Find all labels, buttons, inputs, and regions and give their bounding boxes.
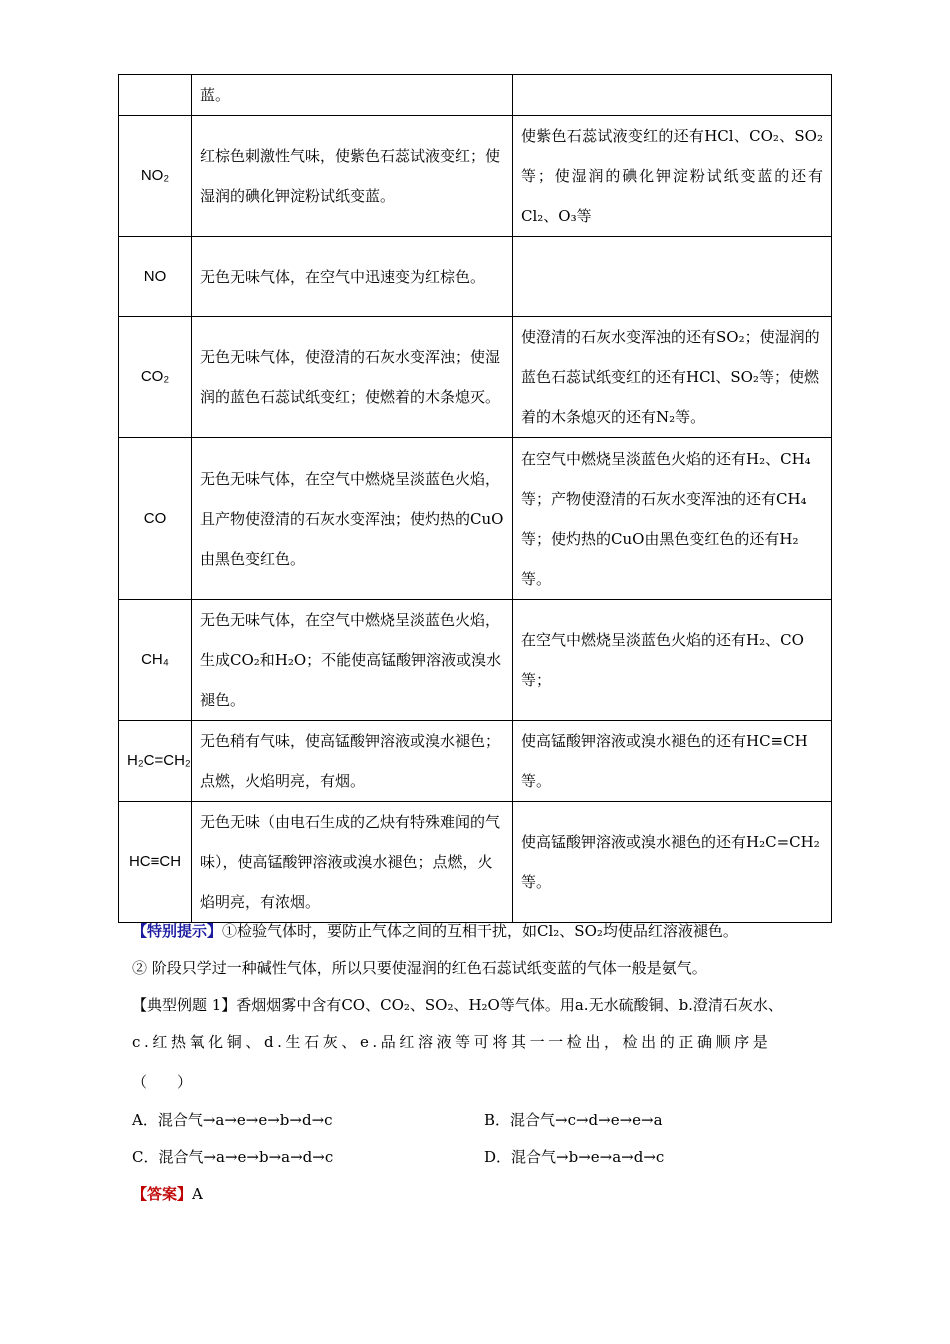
note-cell: 使澄清的石灰水变浑浊的还有SO₂；使湿润的蓝色石蕊试纸变红的还有HCl、SO₂等；使燃着的木条熄灭的还有N₂等。 [513, 317, 832, 438]
note-cell: 使高锰酸钾溶液或溴水褪色的还有HC≡CH等。 [513, 721, 832, 802]
table-row [119, 317, 832, 438]
table-row [119, 802, 832, 923]
gas-cell: NO₂ [119, 116, 192, 237]
table-row [119, 721, 832, 802]
answer-value: A [192, 1185, 203, 1203]
answer-line [132, 1184, 203, 1204]
property-cell: 无色无味（由电石生成的乙炔有特殊难闻的气味），使高锰酸钾溶液或溴水褪色；点燃，火焰明亮，有浓烟。 [192, 802, 513, 923]
property-cell: 无色无味气体，使澄清的石灰水变浑浊；使湿润的蓝色石蕊试纸变红；使燃着的木条熄灭。 [192, 317, 513, 438]
gas-cell: CH₄ [119, 600, 192, 721]
table-row [119, 75, 832, 116]
gas-cell: CO [119, 438, 192, 600]
tip-line-1 [132, 921, 738, 941]
tip-label: 【特别提示】 [132, 922, 223, 940]
gas-cell: CO₂ [119, 317, 192, 438]
gas-cell [119, 75, 192, 116]
option-d: D．混合气→b→e→a→d→c [484, 1148, 665, 1166]
note-cell [513, 237, 832, 317]
table-row [119, 600, 832, 721]
note-cell [513, 75, 832, 116]
property-cell: 蓝。 [192, 75, 513, 116]
table-row [119, 237, 832, 317]
tip-line-2: ② 阶段只学过一种碱性气体，所以只要使湿润的红色石蕊试纸变蓝的气体一般是氨气。 [132, 959, 707, 977]
property-cell: 无色无味气体，在空气中迅速变为红棕色。 [192, 237, 513, 317]
option-b: B．混合气→c→d→e→e→a [484, 1111, 663, 1129]
option-a: A．混合气→a→e→e→b→d→c [132, 1111, 333, 1129]
gas-cell: NO [119, 237, 192, 317]
note-cell: 在空气中燃烧呈淡蓝色火焰的还有H₂、CO等； [513, 600, 832, 721]
gas-test-table [118, 74, 832, 923]
note-cell: 使高锰酸钾溶液或溴水褪色的还有H₂C=CH₂等。 [513, 802, 832, 923]
table-row [119, 438, 832, 600]
note-cell: 使紫色石蕊试液变红的还有HCl、CO₂、SO₂等；使湿润的碘化钾淀粉试纸变蓝的还有Cl₂、O₃等 [513, 116, 832, 237]
property-cell: 红棕色刺激性气味，使紫色石蕊试液变红；使湿润的碘化钾淀粉试纸变蓝。 [192, 116, 513, 237]
note-cell: 在空气中燃烧呈淡蓝色火焰的还有H₂、CH₄等；产物使澄清的石灰水变浑浊的还有CH₄等；使灼热的CuO由黑色变红色的还有H₂等。 [513, 438, 832, 600]
property-cell: 无色无味气体，在空气中燃烧呈淡蓝色火焰，生成CO₂和H₂O；不能使高锰酸钾溶液或溴水褪色。 [192, 600, 513, 721]
answer-blank: （ ） [132, 1073, 193, 1091]
property-cell: 无色稍有气味，使高锰酸钾溶液或溴水褪色；点燃，火焰明亮，有烟。 [192, 721, 513, 802]
gas-cell: H₂C=CH₂ [119, 721, 192, 802]
gas-cell: HC≡CH [119, 802, 192, 923]
option-c: C．混合气→a→e→b→a→d→c [132, 1148, 334, 1166]
tip-text-1: ①检验气体时，要防止气体之间的互相干扰，如Cl₂、SO₂均使品红溶液褪色。 [222, 922, 738, 940]
example-line-1: 【典型例题 1】香烟烟雾中含有CO、CO₂、SO₂、H₂O等气体。用a.无水硫酸铜、b.澄清石灰水、 [132, 996, 783, 1014]
property-cell: 无色无味气体，在空气中燃烧呈淡蓝色火焰，且产物使澄清的石灰水变浑浊；使灼热的CuO由黑色变红色。 [192, 438, 513, 600]
table-row [119, 116, 832, 237]
example-line-2: c.红热氧化铜、d.生石灰、e.品红溶液等可将其一一检出，检出的正确顺序是 [132, 1033, 772, 1051]
answer-label: 【答案】 [132, 1185, 193, 1203]
